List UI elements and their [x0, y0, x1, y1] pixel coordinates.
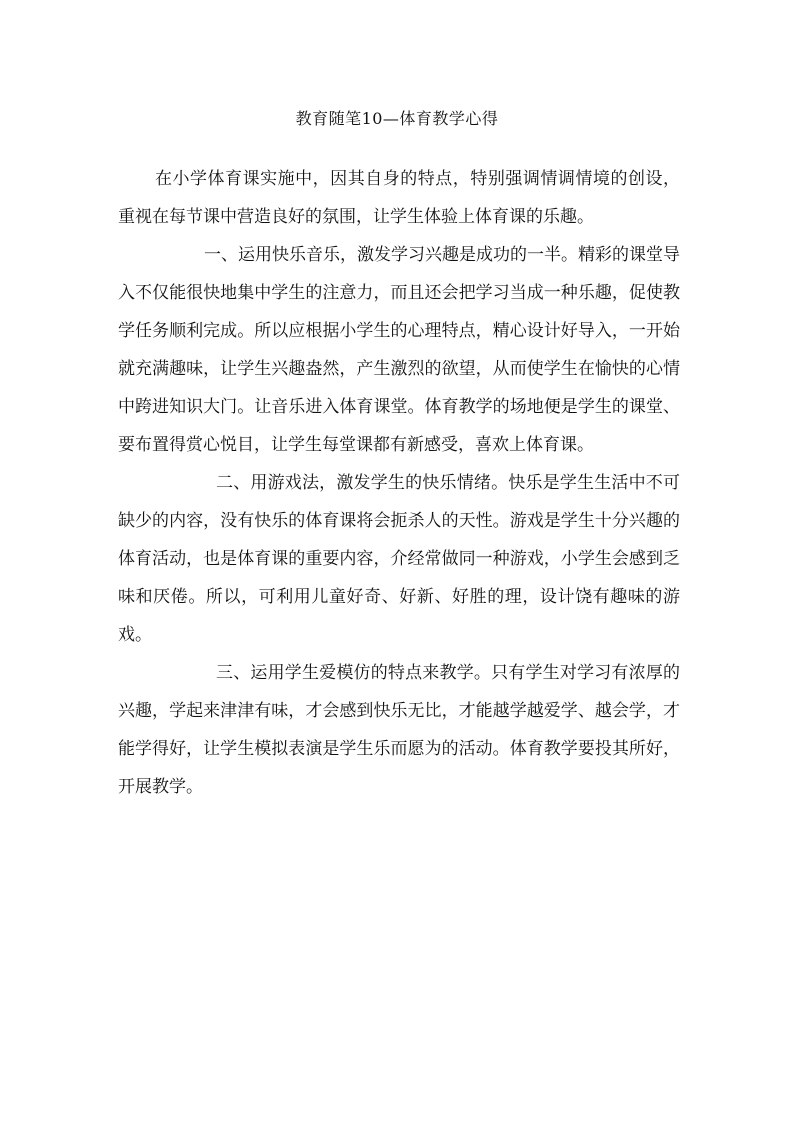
paragraph-imitation: 三、运用学生爱模仿的特点来教学。只有学生对学习有浓厚的兴趣，学起来津津有味，才会感到快乐无比，才能越学越爱学、越会学，才能学得好，让学生模拟表演是学生乐而愿为的活动。体育教学要投其所好，开展教学。	[118, 663, 680, 797]
document-body	[118, 160, 680, 806]
paragraph-intro: 在小学体育课实施中，因其自身的特点，特别强调情调情境的创设，重视在每节课中营造良好的氛围，让学生体验上体育课的乐趣。	[118, 169, 680, 227]
document-title: 教育随笔10—体育教学心得	[295, 109, 499, 128]
paragraph-music: 一、运用快乐音乐，激发学习兴趣是成功的一半。精彩的课堂导入不仅能很快地集中学生的注意力，而且还会把学习当成一种乐趣，促使教学任务顺利完成。所以应根据小学生的心理特点，精心设计好导入，一开始就充满趣味，让学生兴趣盎然，产生激烈的欲望，从而使学生在愉快的心情中跨进知识大门。让音乐进入体育课堂。体育教学的场地便是学生的课堂、要布置得赏心悦目，让学生每堂课都有新感受，喜欢上体育课。	[118, 245, 680, 455]
paragraph-games: 二、用游戏法，激发学生的快乐情绪。快乐是学生生活中不可缺少的内容，没有快乐的体育课将会扼杀人的天性。游戏是学生十分兴趣的体育活动，也是体育课的重要内容，介经常做同一种游戏，小学生会感到乏味和厌倦。所以，可利用儿童好奇、好新、好胜的理，设计饶有趣味的游戏。	[118, 473, 680, 645]
